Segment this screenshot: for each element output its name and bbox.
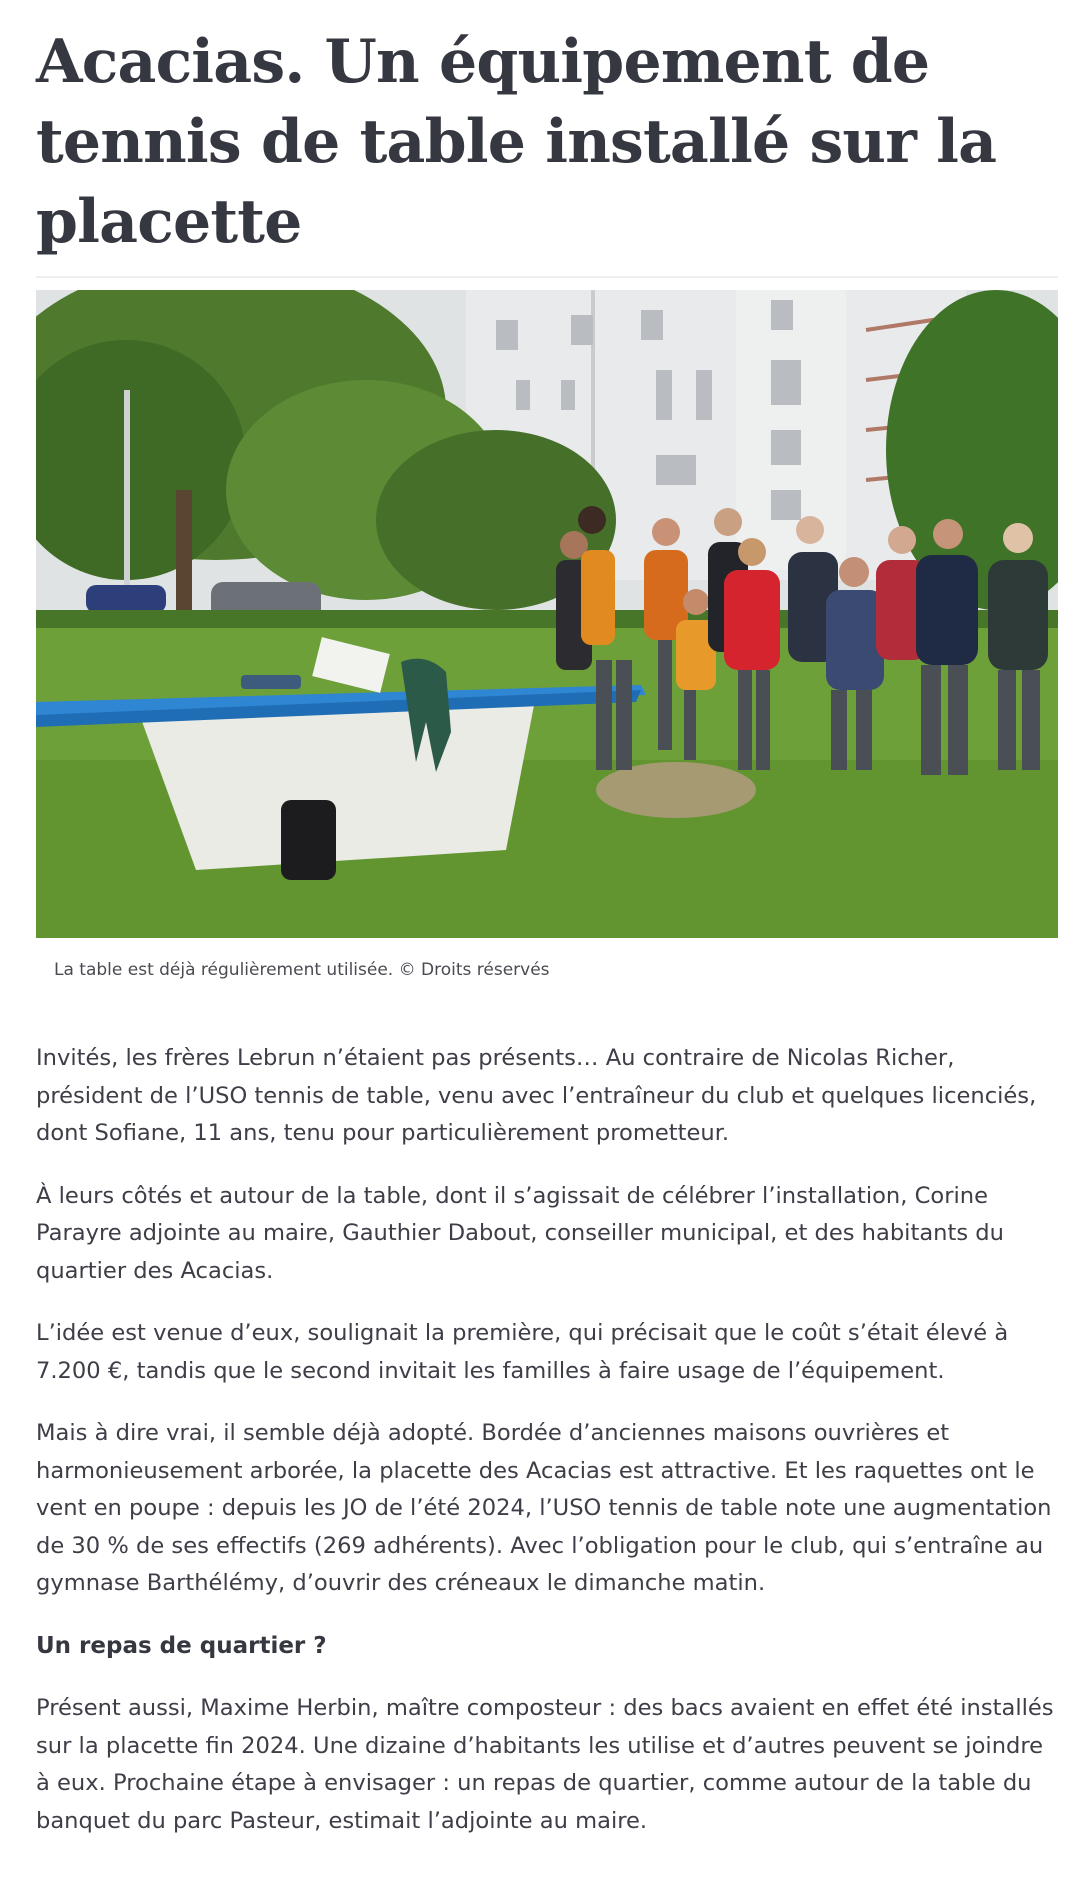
photo-caption: La table est déjà régulièrement utilisée. © Droits réservés (54, 960, 550, 980)
article-title: Acacias. Un équipement de tennis de table installé sur la placette (36, 27, 997, 257)
article (36, 0, 1060, 1834)
title-divider (36, 276, 1058, 278)
paragraph: L’idée est venue d’eux, soulignait la première, qui précisait que le coût s’était élevé à 7.200 €, tandis que le second invitait les familles à faire usage de l’équipement. (36, 1320, 1009, 1384)
paragraph: Invités, les frères Lebrun n’étaient pas présents… Au contraire de Nicolas Richer, président de l’USO tennis de table, venu avec l’entraîneur du club et quelques licenciés, dont Sofiane, 11 ans, tenu pour particulièrement prometteur. (36, 1045, 1037, 1146)
paragraph: À leurs côtés et autour de la table, dont il s’agissait de célébrer l’installation, Corine Parayre adjointe au maire, Gauthier Dabout, conseiller municipal, et des habitants du quartier des Acacias. (36, 1182, 1004, 1284)
paragraph: Présent aussi, Maxime Herbin, maître composteur : des bacs avaient en effet été installés sur la placette fin 2024. Une dizaine d’habitants les utilise et d’autres peuvent se joindre à eux. Prochaine étape à envisager : un repas de quartier, comme autour de la table du banquet du parc Pasteur, estimait l’adjointe au maire. (36, 1695, 1054, 1834)
article-body (36, 1040, 1058, 1865)
photo-table-tennis-group (36, 290, 1058, 938)
article-photo[interactable] (36, 290, 1058, 938)
paragraph: Mais à dire vrai, il semble déjà adopté. Bordée d’anciennes maisons ouvrières et harmonieusement arborée, la placette des Acacias est attractive. Et les raquettes ont le vent en poupe : depuis les JO de l’été 2024, l’USO tennis de table note une augmentation de 30 % de ses effectifs (269 adhérents). Avec l’obligation pour le club, qui s’entraîne au gymnase Barthélémy, d’ouvrir des créneaux le dimanche matin. (36, 1420, 1052, 1596)
section-subheading: Un repas de quartier ? (36, 1632, 327, 1659)
